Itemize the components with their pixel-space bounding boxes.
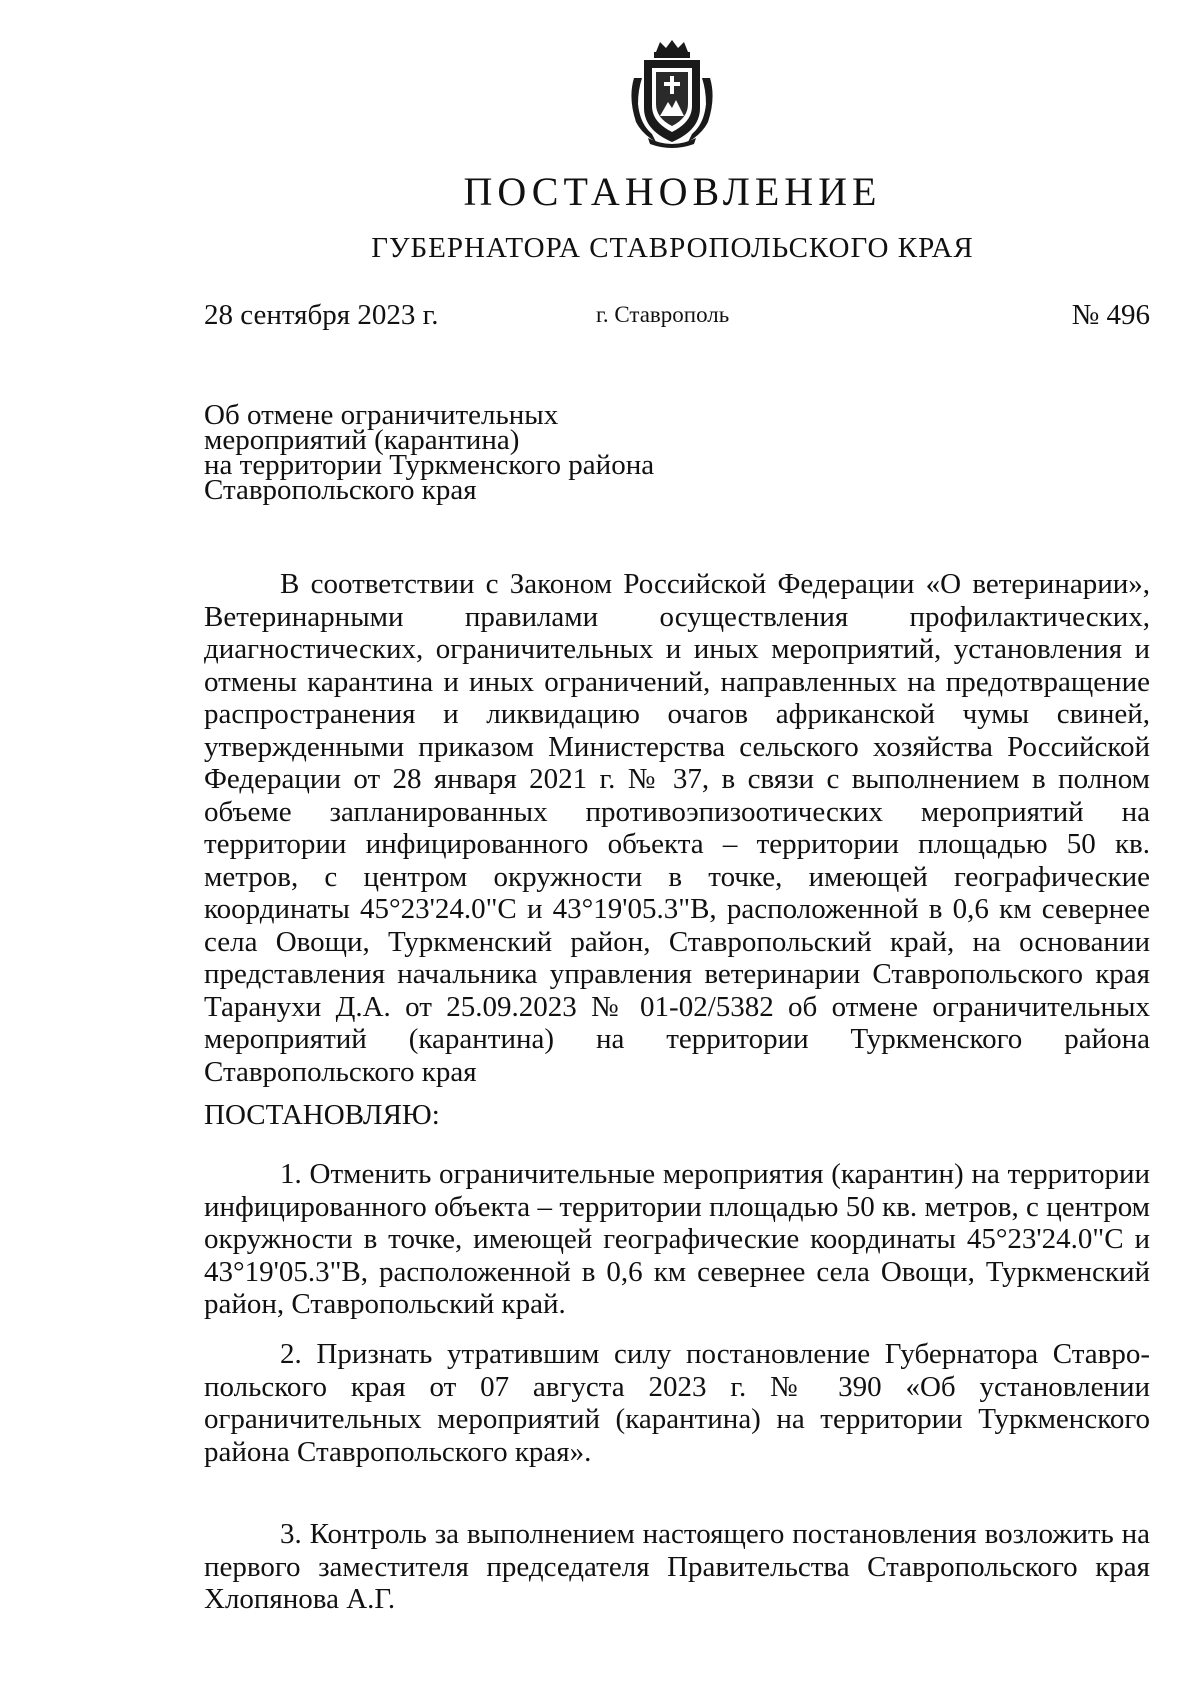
- decree-item-2: 2. Признать утратившим силу постановление Губернатора Ставропольского края от 07 августа 2023 г. № 390 «Об установлении ограничительных мероприятий (карантина) на территории Туркменского района Ставропольского края».: [204, 1338, 1150, 1468]
- decree-heading: ПОСТАНОВЛЯЮ:: [204, 1099, 440, 1131]
- document-issuer: ГУБЕРНАТОРА СТАВРОПОЛЬСКОГО КРАЯ: [371, 232, 974, 264]
- decree-item-1: 1. Отменить ограничительные мероприятия (карантин) на территории инфицированного объекта – территории площадью 50 кв. метров, с центром окружности в точке, имеющей географические координаты 45°23'24.0"С и 43°19'05.3"В, расположенной в 0,6 км севернее села Овощи, Туркменский район, Ставропольский край.: [204, 1158, 1150, 1320]
- subject-line: мероприятий (карантина): [204, 424, 520, 456]
- preamble-paragraph: В соответствии с Законом Российской Федерации «О ветеринарии», Ветеринарными правилами осуществления профилактических, диагностических, ограничительных и иных мероприятий, установления и отмены карантина и иных ограничений, направленных на предотвращение распространения и ликвидацию очагов африканской чумы свиней, утвержденными приказом Министерства сельского хозяйства Российской Федерации от 28 января 2021 г. № 37, в связи с выполнением в полном объеме запланированных противоэпизоотических мероприятий на территории инфицированного объекта – территории площадью 50 кв. метров, с центром окружности в точке, имеющей географические координаты 45°23'24.0"С и 43°19'05.3"В, расположенной в 0,6 км севернее села Овощи, Туркменский район, Ставропольский край, на основании представления начальника управления ветеринарии Ставропольского края Таранухи Д.А. от 25.09.2023 № 01-02/5382 об отмене ограничительных мероприятий (карантина) на территории Туркменского района Ставропольского края: [204, 568, 1150, 1088]
- document-subject: [204, 399, 804, 506]
- document-number: № 496: [1071, 299, 1150, 331]
- decree-item-3: 3. Контроль за выполнением настоящего постановления возложить на первого заместителя председателя Правительства Ставропольского края Хлопянова А.Г.: [204, 1518, 1150, 1615]
- subject-line: Ставропольского края: [204, 474, 477, 506]
- coat-of-arms-icon: [626, 38, 718, 150]
- subject-line: на территории Туркменского района: [204, 449, 655, 481]
- document-date: 28 сентября 2023 г.: [204, 299, 439, 331]
- document-title: ПОСТАНОВЛЕНИЕ: [463, 169, 882, 214]
- document-city: г. Ставрополь: [596, 302, 730, 327]
- subject-line: Об отмене ограничительных: [204, 399, 559, 431]
